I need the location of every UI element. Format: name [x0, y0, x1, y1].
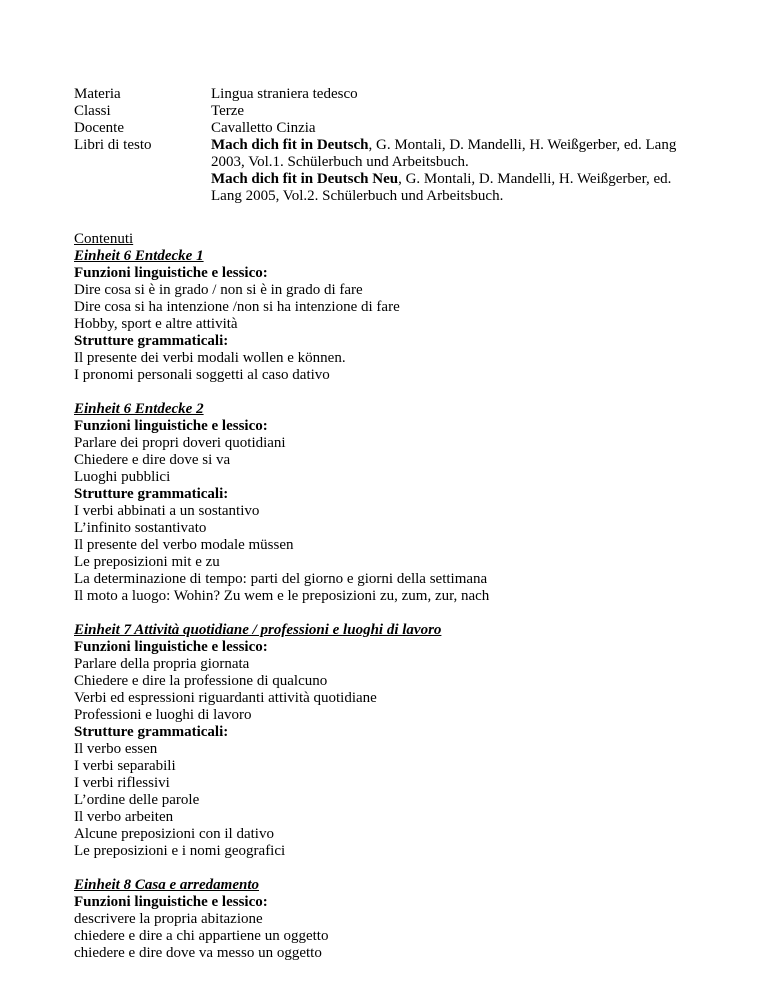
- book-2-line-2: Lang 2005, Vol.2. Schülerbuch und Arbeitsbuch.: [211, 188, 504, 204]
- funzioni-item: descrivere la propria abitazione: [74, 911, 263, 927]
- strutture-item: Il moto a luogo: Wohin? Zu wem e le preposizioni zu, zum, zur, nach: [74, 588, 490, 604]
- funzioni-item: Dire cosa si è in grado / non si è in grado di fare: [74, 282, 363, 298]
- units-list: [74, 248, 724, 962]
- strutture-item: I verbi abbinati a un sostantivo: [74, 503, 260, 519]
- document-page: [74, 86, 724, 979]
- funzioni-item: Professioni e luoghi di lavoro: [74, 707, 252, 723]
- funzioni-item: Parlare della propria giornata: [74, 656, 250, 672]
- materia-label: Materia: [74, 86, 121, 102]
- book-1-line-2: 2003, Vol.1. Schülerbuch und Arbeitsbuch.: [211, 154, 469, 170]
- strutture-label: Strutture grammaticali:: [74, 333, 229, 349]
- course-info-table: [74, 86, 724, 205]
- funzioni-item: Luoghi pubblici: [74, 469, 171, 485]
- funzioni-item: Dire cosa si ha intenzione /non si ha intenzione di fare: [74, 299, 400, 315]
- strutture-item: Le preposizioni e i nomi geografici: [74, 843, 286, 859]
- funzioni-label: Funzioni linguistiche e lessico:: [74, 894, 268, 910]
- strutture-item: I verbi separabili: [74, 758, 176, 774]
- unit-section: [74, 877, 724, 962]
- strutture-item: La determinazione di tempo: parti del giorno e giorni della settimana: [74, 571, 488, 587]
- strutture-item: Il presente del verbo modale müssen: [74, 537, 294, 553]
- book-2-title: Mach dich fit in Deutsch Neu: [211, 171, 399, 187]
- strutture-item: I verbi riflessivi: [74, 775, 170, 791]
- book-1-details: , G. Montali, D. Mandelli, H. Weißgerber, ed. Lang: [368, 137, 677, 153]
- strutture-label: Strutture grammaticali:: [74, 724, 229, 740]
- strutture-item: Il verbo arbeiten: [74, 809, 174, 825]
- funzioni-item: Hobby, sport e altre attività: [74, 316, 238, 332]
- strutture-item: Il presente dei verbi modali wollen e können.: [74, 350, 346, 366]
- strutture-item: Le preposizioni mit e zu: [74, 554, 220, 570]
- funzioni-item: chiedere e dire a chi appartiene un oggetto: [74, 928, 329, 944]
- strutture-item: I pronomi personali soggetti al caso dativo: [74, 367, 330, 383]
- unit-heading: Einheit 7 Attività quotidiane / professioni e luoghi di lavoro: [74, 622, 442, 638]
- funzioni-item: Chiedere e dire la professione di qualcuno: [74, 673, 328, 689]
- funzioni-item: Parlare dei propri doveri quotidiani: [74, 435, 286, 451]
- funzioni-label: Funzioni linguistiche e lessico:: [74, 265, 268, 281]
- strutture-label: Strutture grammaticali:: [74, 486, 229, 502]
- funzioni-item: chiedere e dire dove va messo un oggetto: [74, 945, 322, 961]
- strutture-item: Il verbo essen: [74, 741, 158, 757]
- classi-value: Terze: [211, 103, 245, 119]
- funzioni-label: Funzioni linguistiche e lessico:: [74, 639, 268, 655]
- unit-heading: Einheit 6 Entdecke 1: [74, 248, 204, 264]
- unit-section: [74, 401, 724, 605]
- book-2-details: , G. Montali, D. Mandelli, H. Weißgerber, ed.: [398, 171, 672, 187]
- contenuti-heading: Contenuti: [74, 231, 134, 247]
- materia-value: Lingua straniera tedesco: [211, 86, 358, 102]
- funzioni-item: Verbi ed espressioni riguardanti attività quotidiane: [74, 690, 377, 706]
- unit-heading: Einheit 6 Entdecke 2: [74, 401, 204, 417]
- unit-section: [74, 248, 724, 384]
- book-1-line-1: [211, 137, 724, 154]
- docente-label: Docente: [74, 120, 124, 136]
- strutture-item: L’ordine delle parole: [74, 792, 200, 808]
- funzioni-label: Funzioni linguistiche e lessico:: [74, 418, 268, 434]
- strutture-item: L’infinito sostantivato: [74, 520, 207, 536]
- unit-heading: Einheit 8 Casa e arredamento: [74, 877, 260, 893]
- libri-label: Libri di testo: [74, 137, 152, 153]
- libri-value: [211, 137, 724, 205]
- unit-section: [74, 622, 724, 860]
- book-1-title: Mach dich fit in Deutsch: [211, 137, 369, 153]
- docente-value: Cavalletto Cinzia: [211, 120, 316, 136]
- strutture-item: Alcune preposizioni con il dativo: [74, 826, 274, 842]
- classi-label: Classi: [74, 103, 111, 119]
- funzioni-item: Chiedere e dire dove si va: [74, 452, 231, 468]
- book-2-line-1: [211, 171, 724, 188]
